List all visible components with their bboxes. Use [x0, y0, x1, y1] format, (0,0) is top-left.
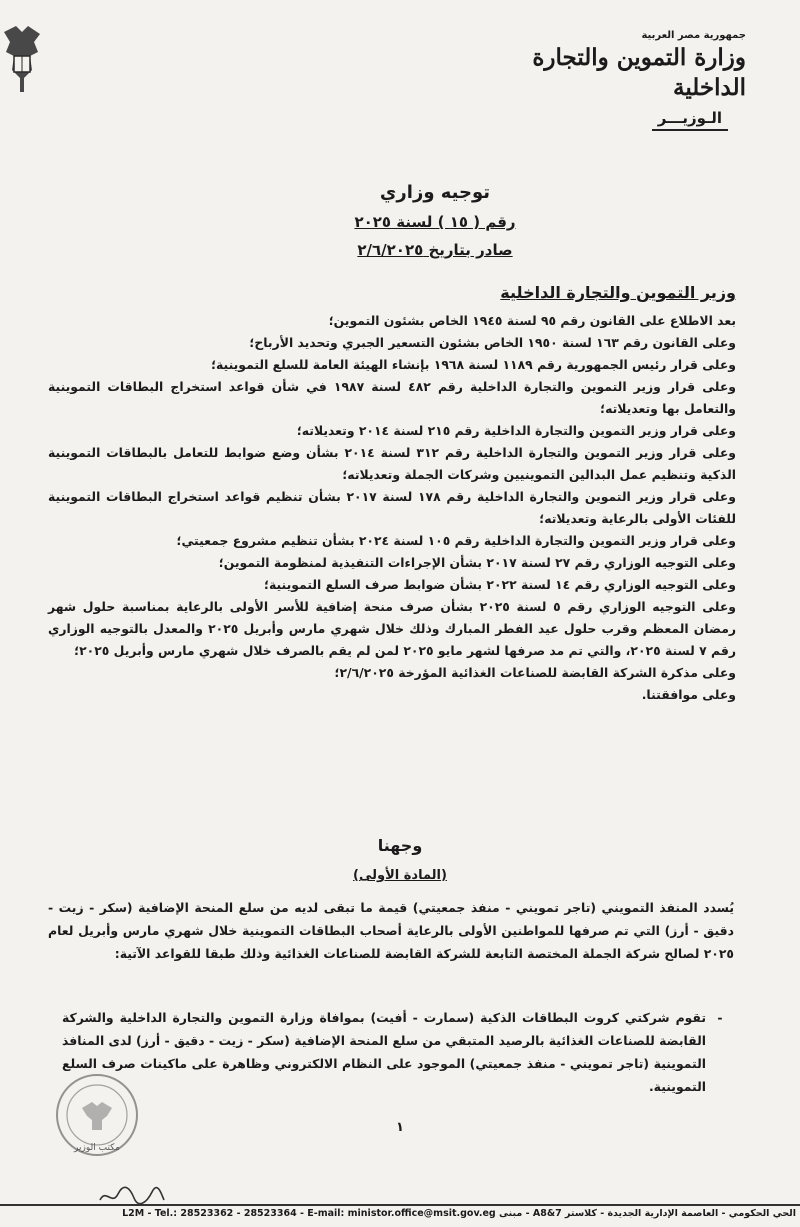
preamble-paragraph: وعلى التوجيه الوزاري رقم ١٤ لسنة ٢٠٢٢ بشأن ضوابط صرف السلع التموينية؛: [264, 577, 736, 592]
page-number: ١: [396, 1120, 404, 1135]
preamble-paragraph: وعلى قرار وزير التموين والتجارة الداخلية رقم ١٠٥ لسنة ٢٠٢٤ بشأن تنظيم مشروع جمعيتي؛: [176, 533, 736, 548]
ministry-name: وزارة التموين والتجارة الداخلية: [532, 44, 746, 101]
preamble-paragraph: وعلى قرار وزير التموين والتجارة الداخلية رقم ١٧٨ لسنة ٢٠١٧ بشأن تنظيم قواعد استخراج البطاقات التموينية للفئات الأولى بالرعاية وتعديلاته؛: [48, 489, 736, 526]
letterhead: [486, 30, 746, 131]
directive-date: صادر بتاريخ ٢/٦/٢٠٢٥: [357, 241, 513, 259]
round-seal-icon: [52, 1070, 142, 1160]
preamble: [48, 310, 736, 706]
list-item: [62, 1006, 734, 1098]
rule-text: تقوم شركتي كروت البطاقات الذكية (سمارت - أفيت) بموافاة وزارة التموين والتجارة الداخلية والشركة القابضة للصناعات الغذائية بالرصيد المتبقي من سلع المنحة الإضافية (سكر - زيت - دقيق - أرز) لدى المنافذ التموينية (تاجر تمويني - منفذ جمعيتي) الموجود على النظام الالكتروني وظاهرة على ماكينات صرف السلع التموينية.: [62, 1010, 706, 1094]
preamble-paragraph: وعلى قرار رئيس الجمهورية رقم ١١٨٩ لسنة ١٩٦٨ بإنشاء الهيئة العامة للسلع التموينية؛: [211, 357, 736, 372]
preamble-paragraph: وعلى التوجيه الوزاري رقم ٥ لسنة ٢٠٢٥ بشأن صرف منحة إضافية للأسر الأولى بالرعاية بمناسبة حلول شهر رمضان المعظم وقرب حلول عيد الفطر المبارك وذلك خلال شهري مارس وأبريل ٢٠٢٥ والمعدل بالتوجيه الوزاري رقم ٧ لسنة ٢٠٢٥، والتي تم مد صرفها لشهر مايو ٢٠٢٥ لمن لم يقم بالصرف خلال شهري مارس وأبريل ٢٠٢٥؛: [48, 599, 736, 658]
stamp-text: مكتب الوزير: [74, 1143, 120, 1153]
preamble-paragraph: وعلى قرار وزير التموين والتجارة الداخلية رقم ٤٨٢ لسنة ١٩٨٧ في شأن قواعد استخراج البطاقات التموينية والتعامل بها وتعديلاته؛: [48, 379, 736, 416]
dash-bullet-icon: -: [717, 1010, 723, 1025]
eagle-emblem-icon: [2, 22, 42, 102]
directive-number: رقم ( ١٥ ) لسنة ٢٠٢٥: [354, 213, 516, 231]
footer-address: الحي الحكومي - العاصمة الإدارية الجديدة - كلاستر A8&7 - مبنى L2M - Tel.: 28523362 - 28523364 - E-mail: ministor.office@msit.gov.eg: [122, 1208, 796, 1219]
article-one-text: يُسدد المنفذ التمويني (تاجر تمويني - منفذ جمعيتي) قيمة ما تبقى لديه من سلع المنحة الإضافية (سكر - زيت - دقيق - أرز) التي تم صرفها للمواطنين الأولى بالرعاية أصحاب البطاقات التموينية خلال شهري مارس وأبريل لعام ٢٠٢٥ لصالح شركة الجملة المختصة التابعة للشركة القابضة للصناعات الغذائية وذلك طبقا للقواعد الآتية:: [48, 900, 734, 961]
directive-title: توجيه وزاري: [379, 182, 491, 203]
directive-heading: [335, 178, 535, 264]
minister-label: الـوزيـــر: [652, 109, 728, 131]
preamble-paragraph: وعلى قرار وزير التموين والتجارة الداخلية رقم ٢١٥ لسنة ٢٠١٤ وتعديلاته؛: [296, 423, 736, 438]
preamble-paragraph: بعد الاطلاع على القانون رقم ٩٥ لسنة ١٩٤٥ الخاص بشئون التموين؛: [328, 313, 736, 328]
article-one-body: [48, 896, 734, 965]
preamble-paragraph: وعلى القانون رقم ١٦٣ لسنة ١٩٥٠ الخاص بشئون التسعير الجبري وتحديد الأرباح؛: [249, 335, 736, 350]
rules-list: [62, 1006, 734, 1098]
country-name: جمهورية مصر العربية: [641, 30, 746, 41]
issuer-title: وزير التموين والتجارة الداخلية: [500, 283, 736, 302]
preamble-paragraph: وعلى التوجيه الوزاري رقم ٢٧ لسنة ٢٠١٧ بشأن الإجراءات التنفيذية لمنظومة التموين؛: [218, 555, 736, 570]
we-directed-heading: وجهنا: [377, 836, 423, 855]
preamble-paragraph: وعلى موافقتنا.: [641, 687, 736, 702]
footer-divider: [0, 1204, 800, 1206]
preamble-paragraph: وعلى مذكرة الشركة القابضة للصناعات الغذائية المؤرخة ٢/٦/٢٠٢٥؛: [334, 665, 736, 680]
preamble-paragraph: وعلى قرار وزير التموين والتجارة الداخلية رقم ٣١٢ لسنة ٢٠١٤ بشأن وضع ضوابط للتعامل بالبطاقات التموينية الذكية وتنظيم عمل البدالين التموينيين وشركات الجملة وتعديلاته؛: [48, 445, 736, 482]
article-one-title: (المادة الأولى): [353, 868, 447, 883]
